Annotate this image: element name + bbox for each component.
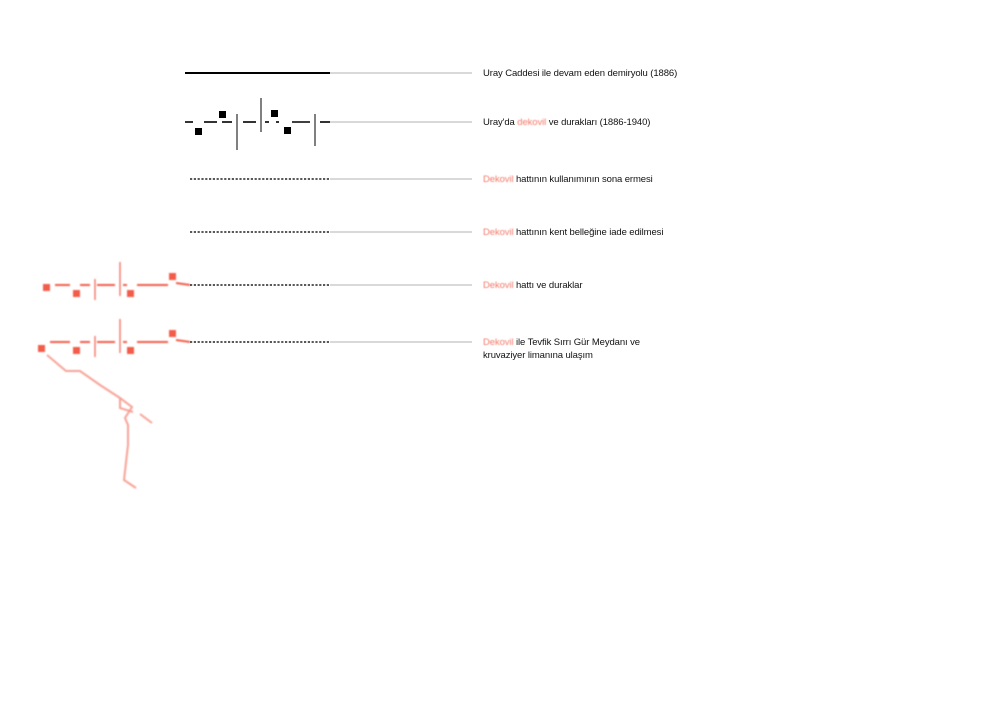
stop-marker <box>284 127 291 134</box>
stop-marker <box>195 128 202 135</box>
label-highlight: Dekovil <box>483 174 514 185</box>
legend-label-3 <box>483 173 703 186</box>
label-text: ile Tevfik Sırrı Gür Meydanı ve kruvaziyer limanına ulaşım <box>483 337 640 361</box>
legend-label-4 <box>483 226 703 239</box>
red-line-with-stops-and-route-symbol <box>38 319 330 488</box>
label-text: hattının kent belleğine iade edilmesi <box>513 227 664 238</box>
stop-marker <box>271 110 278 117</box>
dekovil-line-with-stops-symbol <box>185 98 330 150</box>
label-text: hattı ve duraklar <box>513 280 583 291</box>
label-text: ve durakları (1886-1940) <box>546 117 651 128</box>
legend-label-5 <box>483 279 703 292</box>
label-text: hattının kullanımının sona ermesi <box>513 174 653 185</box>
stop-marker <box>73 347 80 354</box>
label-highlight: dekovil <box>517 117 547 128</box>
label-text: Uray'da <box>483 117 518 128</box>
stop-marker <box>43 284 50 291</box>
stop-marker <box>219 111 226 118</box>
label-highlight: Dekovil <box>483 227 514 238</box>
stop-marker <box>169 273 176 280</box>
route-path <box>47 355 152 488</box>
label-highlight: Dekovil <box>483 337 514 348</box>
red-line-with-stops-symbol <box>43 262 330 300</box>
stop-marker <box>127 347 134 354</box>
stop-marker <box>169 330 176 337</box>
stop-marker <box>127 290 134 297</box>
legend-label-2 <box>483 116 703 129</box>
stop-marker <box>38 345 45 352</box>
label-text: Uray Caddesi ile devam eden demiryolu (1886) <box>483 68 678 79</box>
label-highlight: Dekovil <box>483 280 514 291</box>
leader-lines <box>330 73 472 342</box>
stop-marker <box>73 290 80 297</box>
legend-label-1 <box>483 67 703 80</box>
legend-label-6 <box>483 336 658 362</box>
